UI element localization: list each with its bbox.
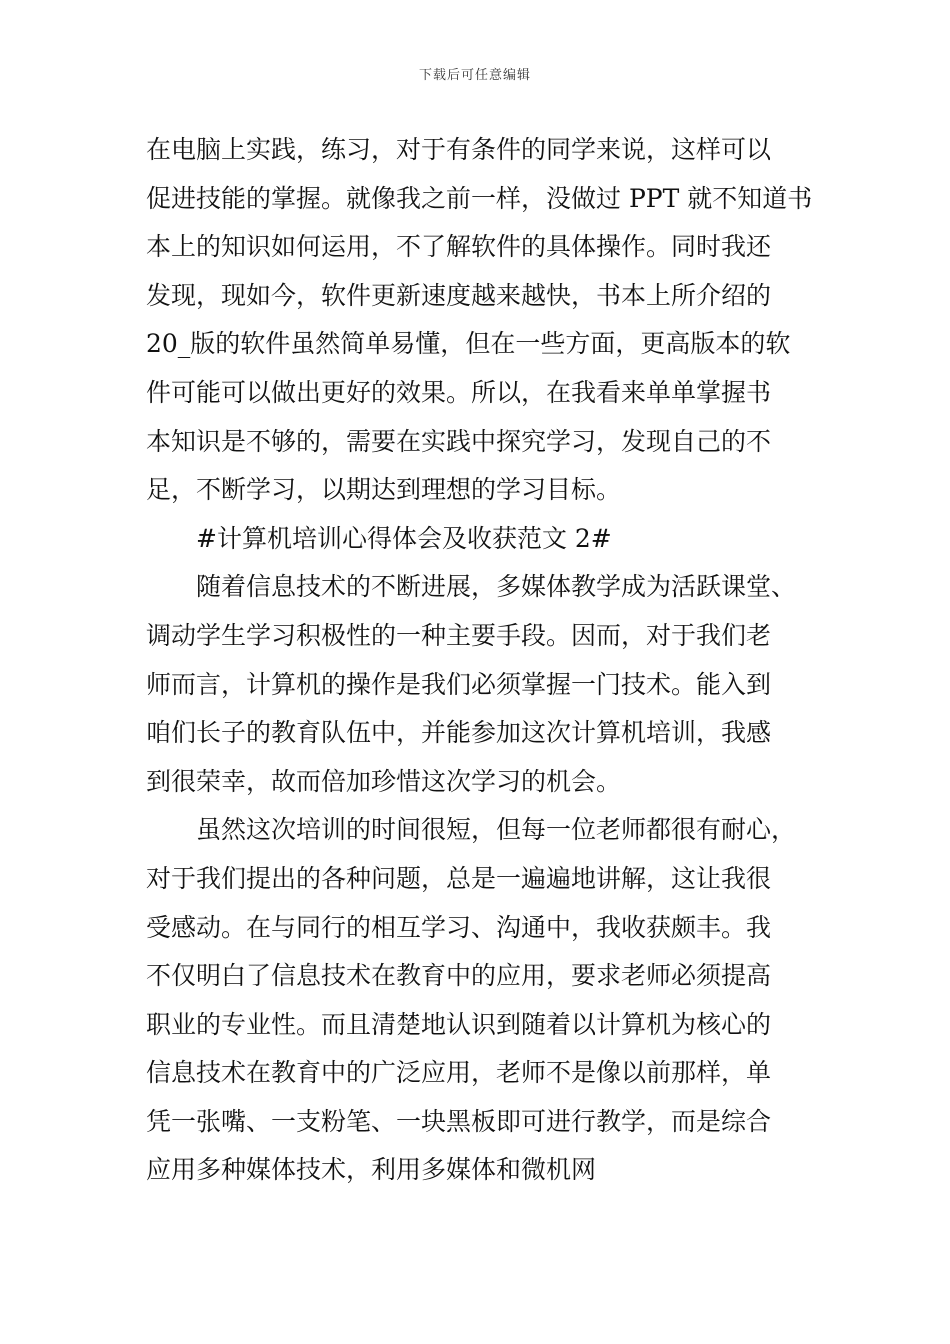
text-line-6: 件可能可以做出更好的效果。所以，在我看来单单掌握书 xyxy=(146,377,772,407)
text-line-10: 随着信息技术的不断进展，多媒体教学成为活跃课堂、 xyxy=(196,572,797,602)
text-line-13: 咱们长子的教育队伍中，并能参加这次计算机培训，我感 xyxy=(146,718,772,748)
document-body xyxy=(146,126,813,1195)
text-line-3: 本上的知识如何运用，不了解软件的具体操作。同时我还 xyxy=(146,232,772,262)
text-line-17: 受感动。在与同行的相互学习、沟通中，我收获颇丰。我 xyxy=(146,912,772,942)
page-header: 下载后可任意编辑 xyxy=(418,68,531,83)
text-line-12: 师而言，计算机的操作是我们必须掌握一门技术。能入到 xyxy=(146,669,772,699)
text-line-11: 调动学生学习积极性的一种主要手段。因而，对于我们老 xyxy=(146,620,772,650)
text-line-1: 在电脑上实践，练习，对于有条件的同学来说，这样可以 xyxy=(146,135,772,164)
text-line-7: 本知识是不够的，需要在实践中探究学习，发现自己的不 xyxy=(146,426,772,456)
text-line-2: 促进技能的掌握。就像我之前一样，没做过 PPT 就不知道书 xyxy=(146,183,813,213)
text-line-8: 足，不断学习，以期达到理想的学习目标。 xyxy=(146,475,622,505)
text-line-18: 不仅明白了信息技术在教育中的应用，要求老师必须提高 xyxy=(146,961,772,991)
text-line-19: 职业的专业性。而且清楚地认识到随着以计算机为核心的 xyxy=(146,1009,772,1039)
text-line-14: 到很荣幸，故而倍加珍惜这次学习的机会。 xyxy=(146,766,622,796)
text-line-20: 信息技术在教育中的广泛应用，老师不是像以前那样，单 xyxy=(146,1058,772,1088)
text-line-22: 应用多种媒体技术，利用多媒体和微机网 xyxy=(146,1155,597,1185)
text-line-15: 虽然这次培训的时间很短，但每一位老师都很有耐心， xyxy=(196,815,797,845)
text-line-5: 20_版的软件虽然简单易懂，但在一些方面，更高版本的软 xyxy=(146,329,791,359)
text-line-16: 对于我们提出的各种问题，总是一遍遍地讲解，这让我很 xyxy=(146,863,772,893)
section-heading: #计算机培训心得体会及收获范文 2# xyxy=(196,523,612,553)
text-line-4: 发现，现如今，软件更新速度越来越快，书本上所介绍的 xyxy=(146,280,772,310)
text-line-21: 凭一张嘴、一支粉笔、一块黑板即可进行教学，而是综合 xyxy=(146,1106,772,1136)
